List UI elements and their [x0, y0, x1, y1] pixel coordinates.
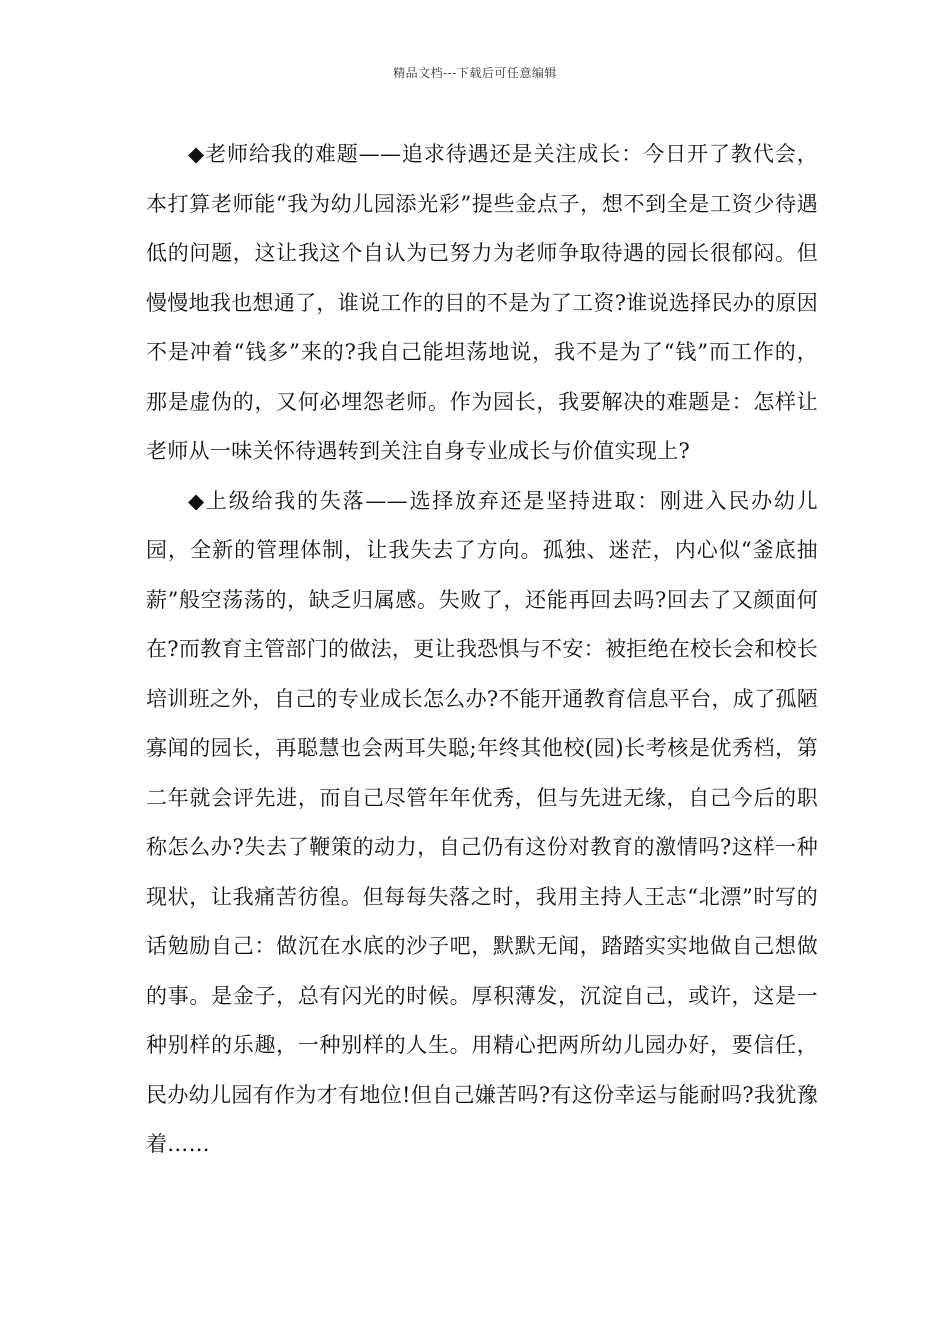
paragraph-teacher-problem: ◆老师给我的难题——追求待遇还是关注成长：今日开了教代会，本打算老师能“我为幼儿园添光彩”提些金点子，想不到全是工资少待遇低的问题，这让我这个自认为已努力为老师争取待遇的园长很郁闷。但慢慢地我也想通了，谁说工作的目的不是为了工资?谁说选择民办的原因不是冲着“钱多”来的?我自己能坦荡地说，我不是为了“钱”而工作的，那是虚伪的，又何必埋怨老师。作为园长，我要解决的难题是：怎样让老师从一味关怀待遇转到关注自身专业成长与价值实现上?	[146, 142, 818, 463]
document-body	[146, 130, 818, 1170]
page-header: 精品文档---下载后可任意编辑	[393, 66, 557, 80]
paragraph-superior-loss: ◆上级给我的失落——选择放弃还是坚持进取：刚进入民办幼儿园，全新的管理体制，让我失去了方向。孤独、迷茫，内心似“釜底抽薪”般空荡荡的，缺乏归属感。失败了，还能再回去吗?回去了又颜面何在?而教育主管部门的做法，更让我恐惧与不安：被拒绝在校长会和校长培训班之外，自己的专业成长怎么办?不能开通教育信息平台，成了孤陋寡闻的园长，再聪慧也会两耳失聪;年终其他校(园)长考核是优秀档，第二年就会评先进，而自己尽管年年优秀，但与先进无缘，自己今后的职称怎么办?失去了鞭策的动力，自己仍有这份对教育的激情吗?这样一种现状，让我痛苦彷徨。但每每失落之时，我用主持人王志“北漂”时写的话勉励自己：做沉在水底的沙子吧，默默无闻，踏踏实实地做自己想做的事。是金子，总有闪光的时候。厚积薄发，沉淀自己，或许，这是一种别样的乐趣，一种别样的人生。用精心把两所幼儿园办好，要信任，民办幼儿园有作为才有地位!但自己嫌苦吗?有这份幸运与能耐吗?我犹豫着……	[146, 488, 818, 1156]
